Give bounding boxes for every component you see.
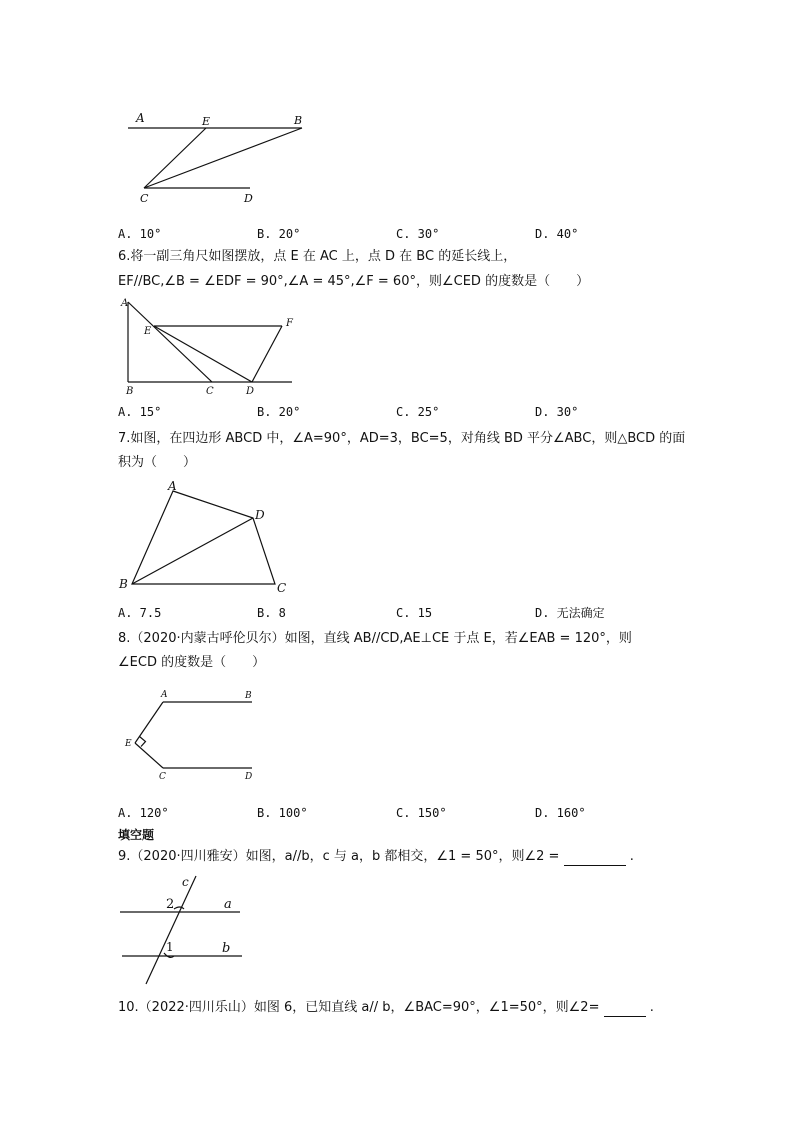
q9-figure bbox=[118, 872, 248, 988]
q9-stem bbox=[118, 848, 634, 866]
q6-figure bbox=[118, 296, 308, 396]
q6-label-f: F bbox=[286, 318, 293, 329]
q10-answer-blank[interactable] bbox=[604, 1002, 646, 1017]
q7-quadrilateral bbox=[132, 491, 275, 584]
q5-label-c: C bbox=[140, 192, 149, 205]
q8-option-d: D. 160° bbox=[535, 806, 586, 820]
q8-option-c: C. 150° bbox=[396, 806, 447, 820]
q9-stem-text: 9.（2020·四川雅安）如图，a//b，c 与 a，b 都相交，∠1 = 50°，则∠2 = bbox=[118, 849, 560, 864]
q7-option-c: C. 15 bbox=[396, 606, 433, 620]
q5-option-a: A. 10° bbox=[118, 227, 162, 241]
q8-label-c: C bbox=[159, 772, 166, 782]
q7-diagonal-bd bbox=[132, 518, 253, 584]
q5-figure bbox=[120, 108, 320, 208]
q6-label-d: D bbox=[246, 386, 255, 396]
q6-line-fd bbox=[252, 326, 282, 382]
q5-label-e: E bbox=[202, 115, 211, 128]
q5-option-c: C. 30° bbox=[396, 227, 440, 241]
q8-line-ec bbox=[135, 743, 163, 768]
q9-label-a: a bbox=[224, 897, 232, 912]
q7-stem-line1: 7.如图，在四边形 ABCD 中，∠A=90°，AD=3，BC=5，对角线 BD 平分∠ABC，则△BCD 的面 bbox=[118, 431, 686, 446]
q9-stem-end: . bbox=[629, 849, 634, 864]
q5-option-b: B. 20° bbox=[257, 227, 301, 241]
q8-figure bbox=[120, 686, 265, 786]
q10-stem-text: 10.（2022·四川乐山）如图 6，已知直线 a// b，∠BAC=90°，∠1=50°，则∠2= bbox=[118, 1000, 600, 1015]
q5-option-d: D. 40° bbox=[535, 227, 579, 241]
q8-label-d: D bbox=[245, 772, 253, 782]
q10-stem-end: . bbox=[649, 1000, 654, 1015]
q6-stem-line1: 6.将一副三角尺如图摆放，点 E 在 AC 上，点 D 在 BC 的延长线上， bbox=[118, 249, 517, 264]
q6-option-d: D. 30° bbox=[535, 405, 579, 419]
q9-label-b: b bbox=[222, 941, 231, 956]
q6-label-a: A bbox=[121, 298, 129, 309]
q8-right-angle-mark bbox=[140, 737, 146, 747]
q6-label-b: B bbox=[126, 386, 134, 396]
q9-label-c: c bbox=[182, 875, 189, 889]
q8-stem-line1: 8.（2020·内蒙古呼伦贝尔）如图，直线 AB//CD,AE⊥CE 于点 E，若∠EAB = 120°，则 bbox=[118, 631, 632, 646]
q6-label-e: E bbox=[144, 326, 152, 337]
q9-label-2: 2 bbox=[166, 897, 175, 912]
q8-label-e: E bbox=[125, 739, 132, 749]
q9-label-1: 1 bbox=[166, 940, 174, 954]
q5-line-cb bbox=[144, 128, 302, 188]
q9-angle2-arc bbox=[174, 907, 184, 909]
q7-label-d: D bbox=[255, 508, 265, 522]
q6-line-ac bbox=[128, 302, 212, 382]
q5-line-ec bbox=[144, 128, 206, 188]
q5-label-a: A bbox=[136, 111, 145, 125]
q7-option-d: D. 无法确定 bbox=[535, 606, 605, 620]
q9-line-c bbox=[146, 876, 196, 984]
q7-figure bbox=[115, 476, 300, 598]
q8-label-a: A bbox=[161, 690, 168, 700]
q6-stem-line2: EF//BC,∠B = ∠EDF = 90°,∠A = 45°,∠F = 60°，则∠CED 的度数是（ ） bbox=[118, 274, 590, 289]
q8-label-b: B bbox=[245, 691, 252, 701]
q5-label-b: B bbox=[294, 114, 303, 127]
section-title-fill-in: 填空题 bbox=[118, 828, 155, 842]
q6-option-b: B. 20° bbox=[257, 405, 301, 419]
q5-label-d: D bbox=[244, 192, 253, 205]
q6-option-a: A. 15° bbox=[118, 405, 162, 419]
q8-option-b: B. 100° bbox=[257, 806, 308, 820]
q7-label-c: C bbox=[277, 581, 287, 595]
q7-label-b: B bbox=[119, 577, 128, 591]
q8-option-a: A. 120° bbox=[118, 806, 169, 820]
q7-option-b: B. 8 bbox=[257, 606, 286, 620]
q6-option-c: C. 25° bbox=[396, 405, 440, 419]
q10-stem bbox=[118, 999, 654, 1017]
q7-option-a: A. 7.5 bbox=[118, 606, 162, 620]
q7-label-a: A bbox=[168, 479, 177, 493]
q8-stem-line2: ∠ECD 的度数是（ ） bbox=[118, 655, 266, 670]
q6-label-c: C bbox=[206, 386, 214, 396]
q8-line-ae bbox=[135, 702, 163, 743]
q9-answer-blank[interactable] bbox=[564, 851, 626, 866]
q7-stem-line2: 积为（ ） bbox=[118, 455, 197, 470]
